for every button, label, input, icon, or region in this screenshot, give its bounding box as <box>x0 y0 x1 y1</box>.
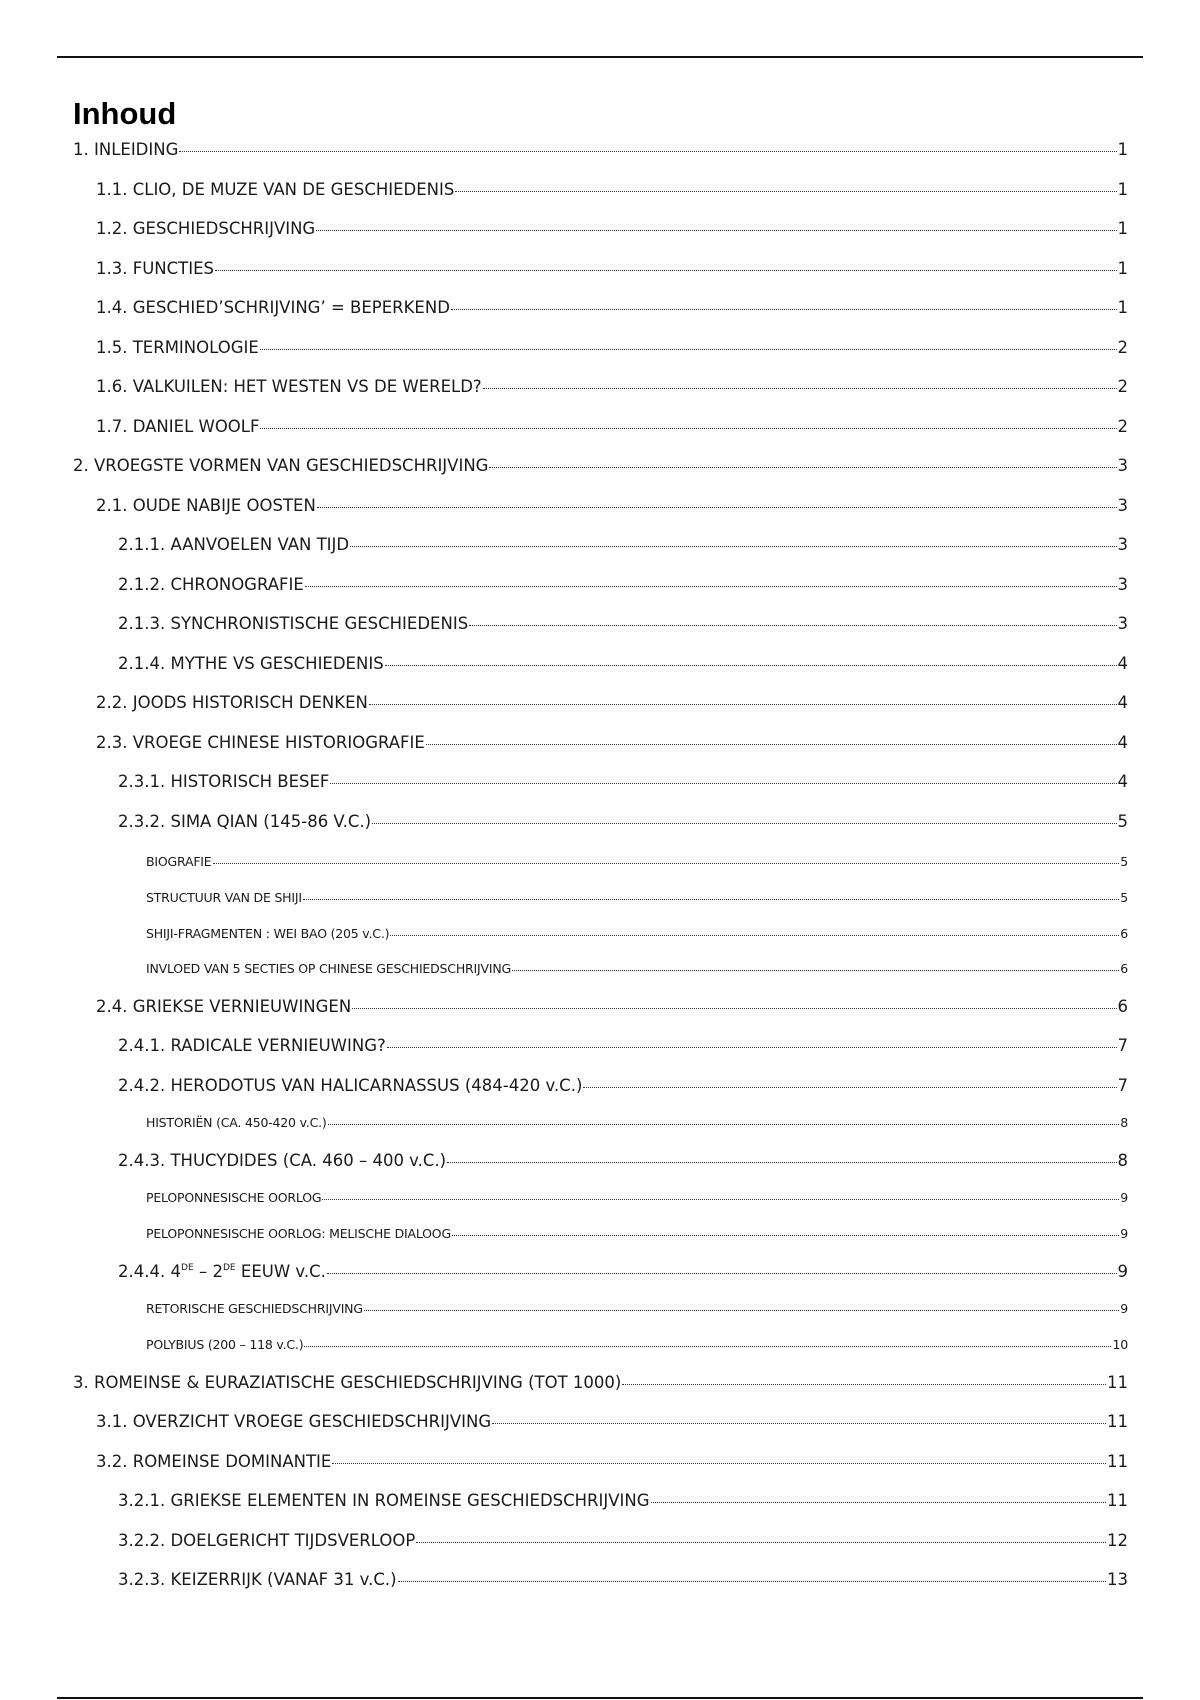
toc-entry[interactable] <box>73 498 1128 515</box>
dot-leader <box>322 1199 1119 1200</box>
toc-entry[interactable] <box>73 856 1128 869</box>
toc-entry-label: RETORISCHE GESCHIEDSCHRIJVING <box>146 1301 363 1316</box>
dot-leader <box>330 783 1116 784</box>
toc-entry[interactable] <box>73 1117 1128 1130</box>
toc-entry-page-number: 5 <box>1120 890 1128 905</box>
toc-entry-page-number: 3 <box>1117 614 1128 633</box>
toc-entry[interactable] <box>73 1264 1128 1281</box>
dot-leader <box>455 191 1116 192</box>
dot-leader <box>489 467 1116 468</box>
toc-entry-page-number: 9 <box>1120 1190 1128 1205</box>
toc-entry-page-number: 1 <box>1117 180 1128 199</box>
toc-entry-page-number: 6 <box>1120 926 1128 941</box>
toc-entry[interactable] <box>73 261 1128 278</box>
toc-entry-page-number: 7 <box>1117 1036 1128 1055</box>
toc-entry-page-number: 1 <box>1117 219 1128 238</box>
toc-entry-label: 1.7. DANIEL WOOLF <box>96 417 260 436</box>
dot-leader <box>369 704 1117 705</box>
dot-leader <box>372 823 1116 824</box>
toc-entry-page-number: 4 <box>1117 772 1128 791</box>
toc-entry[interactable] <box>73 300 1128 317</box>
toc-entry-label: 3.1. OVERZICHT VROEGE GESCHIEDSCHRIJVING <box>96 1412 492 1431</box>
toc-entry-page-number: 10 <box>1112 1337 1128 1352</box>
toc-entry[interactable] <box>73 1078 1128 1095</box>
toc-entry-page-number: 8 <box>1120 1115 1128 1130</box>
dot-leader <box>364 1310 1119 1311</box>
toc-entry-page-number: 4 <box>1117 693 1128 712</box>
toc-entry-label: 2.1.3. SYNCHRONISTISCHE GESCHIEDENIS <box>118 614 469 633</box>
toc-entry-page-number: 5 <box>1120 854 1128 869</box>
dot-leader <box>213 863 1120 864</box>
toc-entry-label: 3. ROMEINSE & EURAZIATISCHE GESCHIEDSCHRIJVING (TOT 1000) <box>73 1373 622 1392</box>
toc-entry-page-number: 12 <box>1107 1531 1128 1550</box>
toc-entry[interactable] <box>73 1572 1128 1589</box>
toc-entry[interactable] <box>73 1493 1128 1510</box>
dot-leader <box>328 1124 1120 1125</box>
toc-entry[interactable] <box>73 419 1128 436</box>
dot-leader <box>317 507 1117 508</box>
ordinal-superscript: DE <box>222 1263 236 1274</box>
toc-entry-label: 3.2.3. KEIZERRIJK (VANAF 31 v.C.) <box>118 1570 397 1589</box>
toc-entry[interactable] <box>73 340 1128 357</box>
toc-entry-page-number: 7 <box>1117 1076 1128 1095</box>
toc-entry-label: 3.2. ROMEINSE DOMINANTIE <box>96 1452 332 1471</box>
dot-leader <box>416 1542 1106 1543</box>
toc-entry-label: 3.2.1. GRIEKSE ELEMENTEN IN ROMEINSE GESCHIEDSCHRIJVING <box>118 1491 650 1510</box>
toc-entry[interactable] <box>73 1303 1128 1316</box>
toc-entry[interactable] <box>73 1375 1128 1392</box>
toc-entry[interactable] <box>73 695 1128 712</box>
dot-leader <box>483 388 1117 389</box>
toc-entry-label: 2.4. GRIEKSE VERNIEUWINGEN <box>96 997 352 1016</box>
toc-entry-label: 2.1.4. MYTHE VS GESCHIEDENIS <box>118 654 384 673</box>
dot-leader <box>451 309 1117 310</box>
toc-entry-label: 2.2. JOODS HISTORISCH DENKEN <box>96 693 368 712</box>
toc-entry-label: 1.6. VALKUILEN: HET WESTEN VS DE WERELD? <box>96 377 482 396</box>
toc-entry-page-number: 1 <box>1117 298 1128 317</box>
toc-entry[interactable] <box>73 656 1128 673</box>
toc-entry-page-number: 6 <box>1120 961 1128 976</box>
toc-entry[interactable] <box>73 458 1128 475</box>
dot-leader <box>452 1235 1119 1236</box>
toc-entry[interactable] <box>73 1153 1128 1170</box>
toc-entry-page-number: 8 <box>1117 1151 1128 1170</box>
toc-entry-page-number: 9 <box>1120 1301 1128 1316</box>
dot-leader <box>316 230 1116 231</box>
toc-entry[interactable] <box>73 999 1128 1016</box>
toc-entry-page-number: 2 <box>1117 417 1128 436</box>
dot-leader <box>327 1273 1117 1274</box>
toc-entry-label: PELOPONNESISCHE OORLOG <box>146 1190 322 1205</box>
toc-entry-label: 2.4.3. THUCYDIDES (CA. 460 – 400 v.C.) <box>118 1151 447 1170</box>
toc-entry[interactable] <box>73 892 1128 905</box>
toc-entry-label: 2.4.4. 4DE – 2DE EEUW v.C. <box>118 1262 326 1281</box>
toc-entry-page-number: 4 <box>1117 654 1128 673</box>
toc-entry-label: 1.1. CLIO, DE MUZE VAN DE GESCHIEDENIS <box>96 180 455 199</box>
toc-entry[interactable] <box>73 221 1128 238</box>
toc-entry-page-number: 2 <box>1117 338 1128 357</box>
toc-entry[interactable] <box>73 142 1128 159</box>
dot-leader <box>398 1581 1106 1582</box>
toc-entry-label: BIOGRAFIE <box>146 854 212 869</box>
toc-entry-label: 2. VROEGSTE VORMEN VAN GESCHIEDSCHRIJVING <box>73 456 489 475</box>
dot-leader <box>352 1008 1116 1009</box>
footer-rule <box>57 1697 1143 1699</box>
toc-entry[interactable] <box>73 379 1128 396</box>
dot-leader <box>469 625 1116 626</box>
toc-entry[interactable] <box>73 1228 1128 1241</box>
toc-entry[interactable] <box>73 182 1128 199</box>
toc-title: Inhoud <box>73 96 177 131</box>
toc-entry[interactable] <box>73 735 1128 752</box>
dot-leader <box>426 744 1117 745</box>
toc-entry-page-number: 11 <box>1107 1452 1128 1471</box>
dot-leader <box>304 1346 1111 1347</box>
toc-entry[interactable] <box>73 577 1128 594</box>
toc-entry[interactable] <box>73 774 1128 791</box>
dot-leader <box>305 586 1117 587</box>
toc-entry[interactable] <box>73 1533 1128 1550</box>
toc-entry-label: 1. INLEIDING <box>73 140 179 159</box>
toc-entry[interactable] <box>73 1414 1128 1431</box>
toc-entry-page-number: 9 <box>1120 1226 1128 1241</box>
toc-entry-page-number: 5 <box>1117 812 1128 831</box>
dot-leader <box>179 151 1116 152</box>
toc-entry[interactable] <box>73 537 1128 554</box>
dot-leader <box>447 1162 1116 1163</box>
toc-entry-page-number: 3 <box>1117 575 1128 594</box>
ordinal-superscript: DE <box>180 1263 194 1274</box>
toc-entry-label: 2.3.2. SIMA QIAN (145-86 V.C.) <box>118 812 372 831</box>
dot-leader <box>512 970 1119 971</box>
toc-entry-label: 1.3. FUNCTIES <box>96 259 215 278</box>
toc-entry-label: POLYBIUS (200 – 118 v.C.) <box>146 1337 304 1352</box>
dot-leader <box>583 1087 1116 1088</box>
dot-leader <box>387 1047 1117 1048</box>
toc-entry-page-number: 6 <box>1117 997 1128 1016</box>
toc-entry[interactable] <box>73 928 1128 941</box>
toc-entry-page-number: 11 <box>1107 1373 1128 1392</box>
toc-entry-page-number: 3 <box>1117 535 1128 554</box>
toc-entry-label: INVLOED VAN 5 SECTIES OP CHINESE GESCHIEDSCHRIJVING <box>146 961 511 976</box>
toc-entry-page-number: 9 <box>1117 1262 1128 1281</box>
dot-leader <box>332 1463 1106 1464</box>
toc-entry-page-number: 13 <box>1107 1570 1128 1589</box>
toc-entry[interactable] <box>73 963 1128 976</box>
toc-entry[interactable] <box>73 1192 1128 1205</box>
toc-entry-label: PELOPONNESISCHE OORLOG: MELISCHE DIALOOG <box>146 1226 451 1241</box>
dot-leader <box>215 270 1116 271</box>
header-rule <box>57 56 1143 58</box>
toc-entry-label: 2.4.2. HERODOTUS VAN HALICARNASSUS (484-420 v.C.) <box>118 1076 583 1095</box>
dot-leader <box>260 428 1116 429</box>
toc-entry-page-number: 2 <box>1117 377 1128 396</box>
toc-entry-label: 1.4. GESCHIED’SCHRIJVING’ = BEPERKEND <box>96 298 450 317</box>
dot-leader <box>385 665 1117 666</box>
toc-entry-page-number: 11 <box>1107 1412 1128 1431</box>
toc-entry[interactable] <box>73 814 1128 831</box>
dot-leader <box>622 1384 1106 1385</box>
toc-entry-page-number: 1 <box>1117 140 1128 159</box>
toc-entry-page-number: 3 <box>1117 456 1128 475</box>
toc-entry[interactable] <box>73 1454 1128 1471</box>
toc-entry[interactable] <box>73 1339 1128 1352</box>
toc-entry-label: 2.1.2. CHRONOGRAFIE <box>118 575 304 594</box>
dot-leader <box>492 1423 1106 1424</box>
toc-entry[interactable] <box>73 616 1128 633</box>
toc-entry-label: STRUCTUUR VAN DE SHIJI <box>146 890 302 905</box>
toc-entry-label: HISTORIËN (CA. 450-420 v.C.) <box>146 1115 327 1130</box>
toc-entry-label: 1.5. TERMINOLOGIE <box>96 338 259 357</box>
toc-entry-page-number: 11 <box>1107 1491 1128 1510</box>
toc-entry-label: SHIJI-FRAGMENTEN : WEI BAO (205 v.C.) <box>146 926 390 941</box>
toc-entry-label: 2.1.1. AANVOELEN VAN TIJD <box>118 535 350 554</box>
toc-entry[interactable] <box>73 1038 1128 1055</box>
toc-entry-label: 3.2.2. DOELGERICHT TIJDSVERLOOP <box>118 1531 416 1550</box>
dot-leader <box>651 1502 1106 1503</box>
dot-leader <box>390 935 1119 936</box>
toc-entry-page-number: 1 <box>1117 259 1128 278</box>
toc-entry-label: 2.3.1. HISTORISCH BESEF <box>118 772 330 791</box>
toc-entry-page-number: 4 <box>1117 733 1128 752</box>
toc-entry-page-number: 3 <box>1117 496 1128 515</box>
dot-leader <box>303 899 1119 900</box>
toc-entry-label: 1.2. GESCHIEDSCHRIJVING <box>96 219 316 238</box>
dot-leader <box>260 349 1117 350</box>
toc-entry-label: 2.3. VROEGE CHINESE HISTORIOGRAFIE <box>96 733 425 752</box>
toc-entry-label: 2.4.1. RADICALE VERNIEUWING? <box>118 1036 386 1055</box>
toc-entry-label: 2.1. OUDE NABIJE OOSTEN <box>96 496 316 515</box>
dot-leader <box>350 546 1116 547</box>
